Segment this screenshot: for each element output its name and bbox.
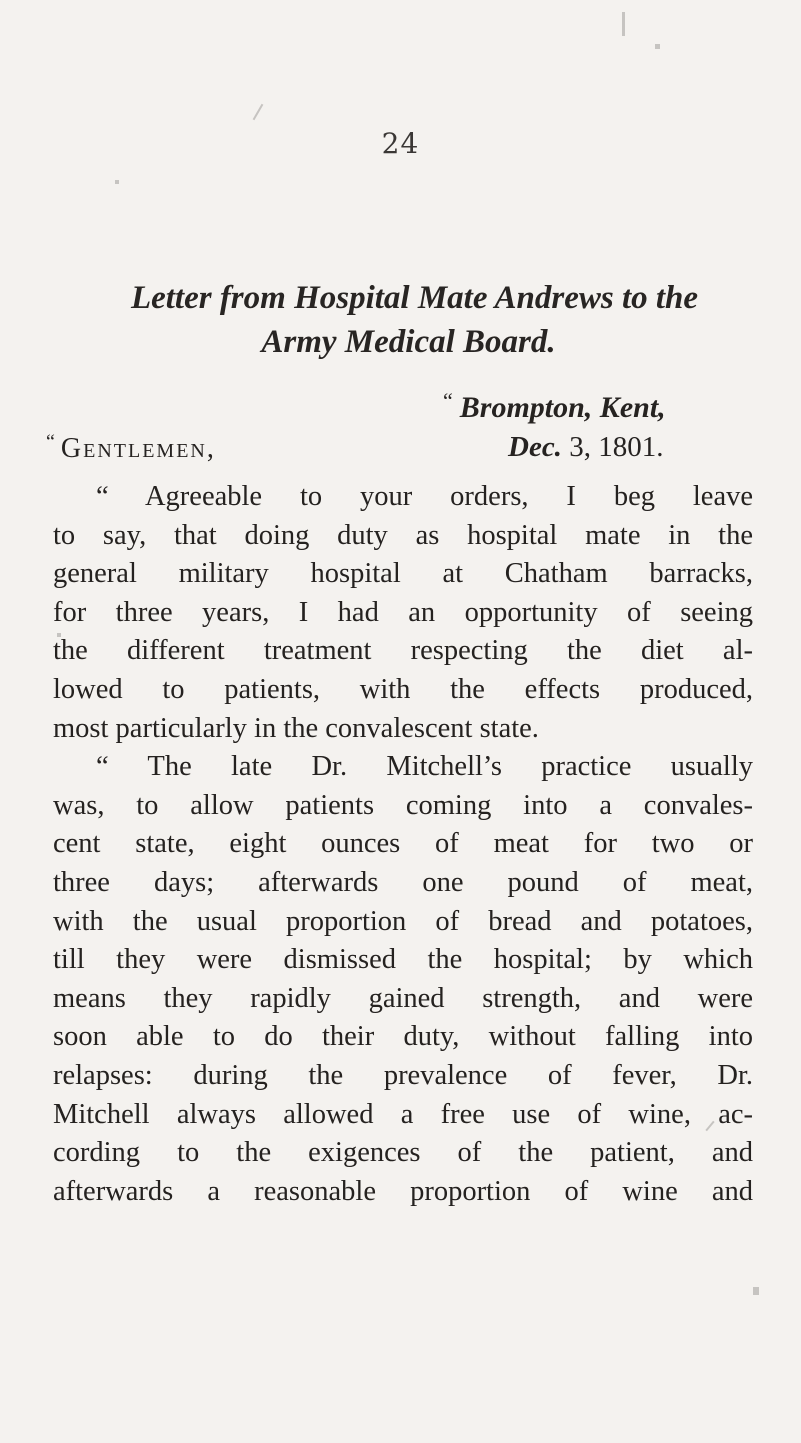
body-line: soon able to do their duty, without falling into: [53, 1021, 753, 1053]
date-rest: 3, 1801.: [569, 431, 664, 463]
body-line: “ Agreeable to your orders, I beg leave: [96, 481, 753, 512]
place-name: Brompton, Kent,: [459, 391, 666, 424]
open-quote: “: [46, 431, 55, 453]
letter-title-line-2: Army Medical Board.: [261, 324, 556, 360]
page-number: 24: [381, 127, 420, 160]
body-line: lowed to patients, with the effects produced,: [53, 673, 753, 705]
body-line: three days; afterwards one pound of meat,: [53, 866, 753, 898]
body-line: till they were dismissed the hospital; by which: [53, 944, 753, 976]
salutation: [46, 431, 216, 465]
dateline-place: [443, 388, 666, 425]
letter-title-line-1: Letter from Hospital Mate Andrews to the: [130, 280, 699, 316]
paper-mark: [622, 12, 625, 36]
body-line: “ The late Dr. Mitchell’s practice usually: [96, 751, 753, 783]
body-line: with the usual proportion of bread and potatoes,: [53, 905, 753, 937]
paper-mark: [115, 180, 119, 184]
body-line: relapses: during the prevalence of fever, Dr.: [53, 1059, 753, 1091]
body-line: most particularly in the convalescent state.: [53, 712, 539, 744]
body-line: the different treatment respecting the diet al-: [53, 635, 753, 667]
body-line: cording to the exigences of the patient, and: [53, 1137, 753, 1169]
body-line: afterwards a reasonable proportion of wine and: [53, 1175, 753, 1207]
body-line: general military hospital at Chatham barracks,: [53, 558, 753, 590]
letter-body: [53, 478, 753, 1211]
body-line: for three years, I had an opportunity of seeing: [53, 596, 753, 628]
paper-mark: [655, 44, 660, 49]
open-quote: “: [443, 388, 453, 413]
paper-mark: [753, 1287, 759, 1295]
body-line: was, to allow patients coming into a convales-: [53, 789, 753, 821]
body-line: cent state, eight ounces of meat for two or: [53, 828, 753, 860]
letter-date: [508, 431, 663, 464]
body-line: to say, that doing duty as hospital mate in the: [53, 519, 753, 551]
date-month: Dec.: [508, 431, 562, 463]
paper-mark: [253, 104, 264, 121]
salutation-text: Gentlemen,: [60, 433, 216, 464]
body-line: Mitchell always allowed a free use of wine, ac-: [53, 1098, 753, 1130]
body-line: means they rapidly gained strength, and were: [53, 982, 753, 1014]
